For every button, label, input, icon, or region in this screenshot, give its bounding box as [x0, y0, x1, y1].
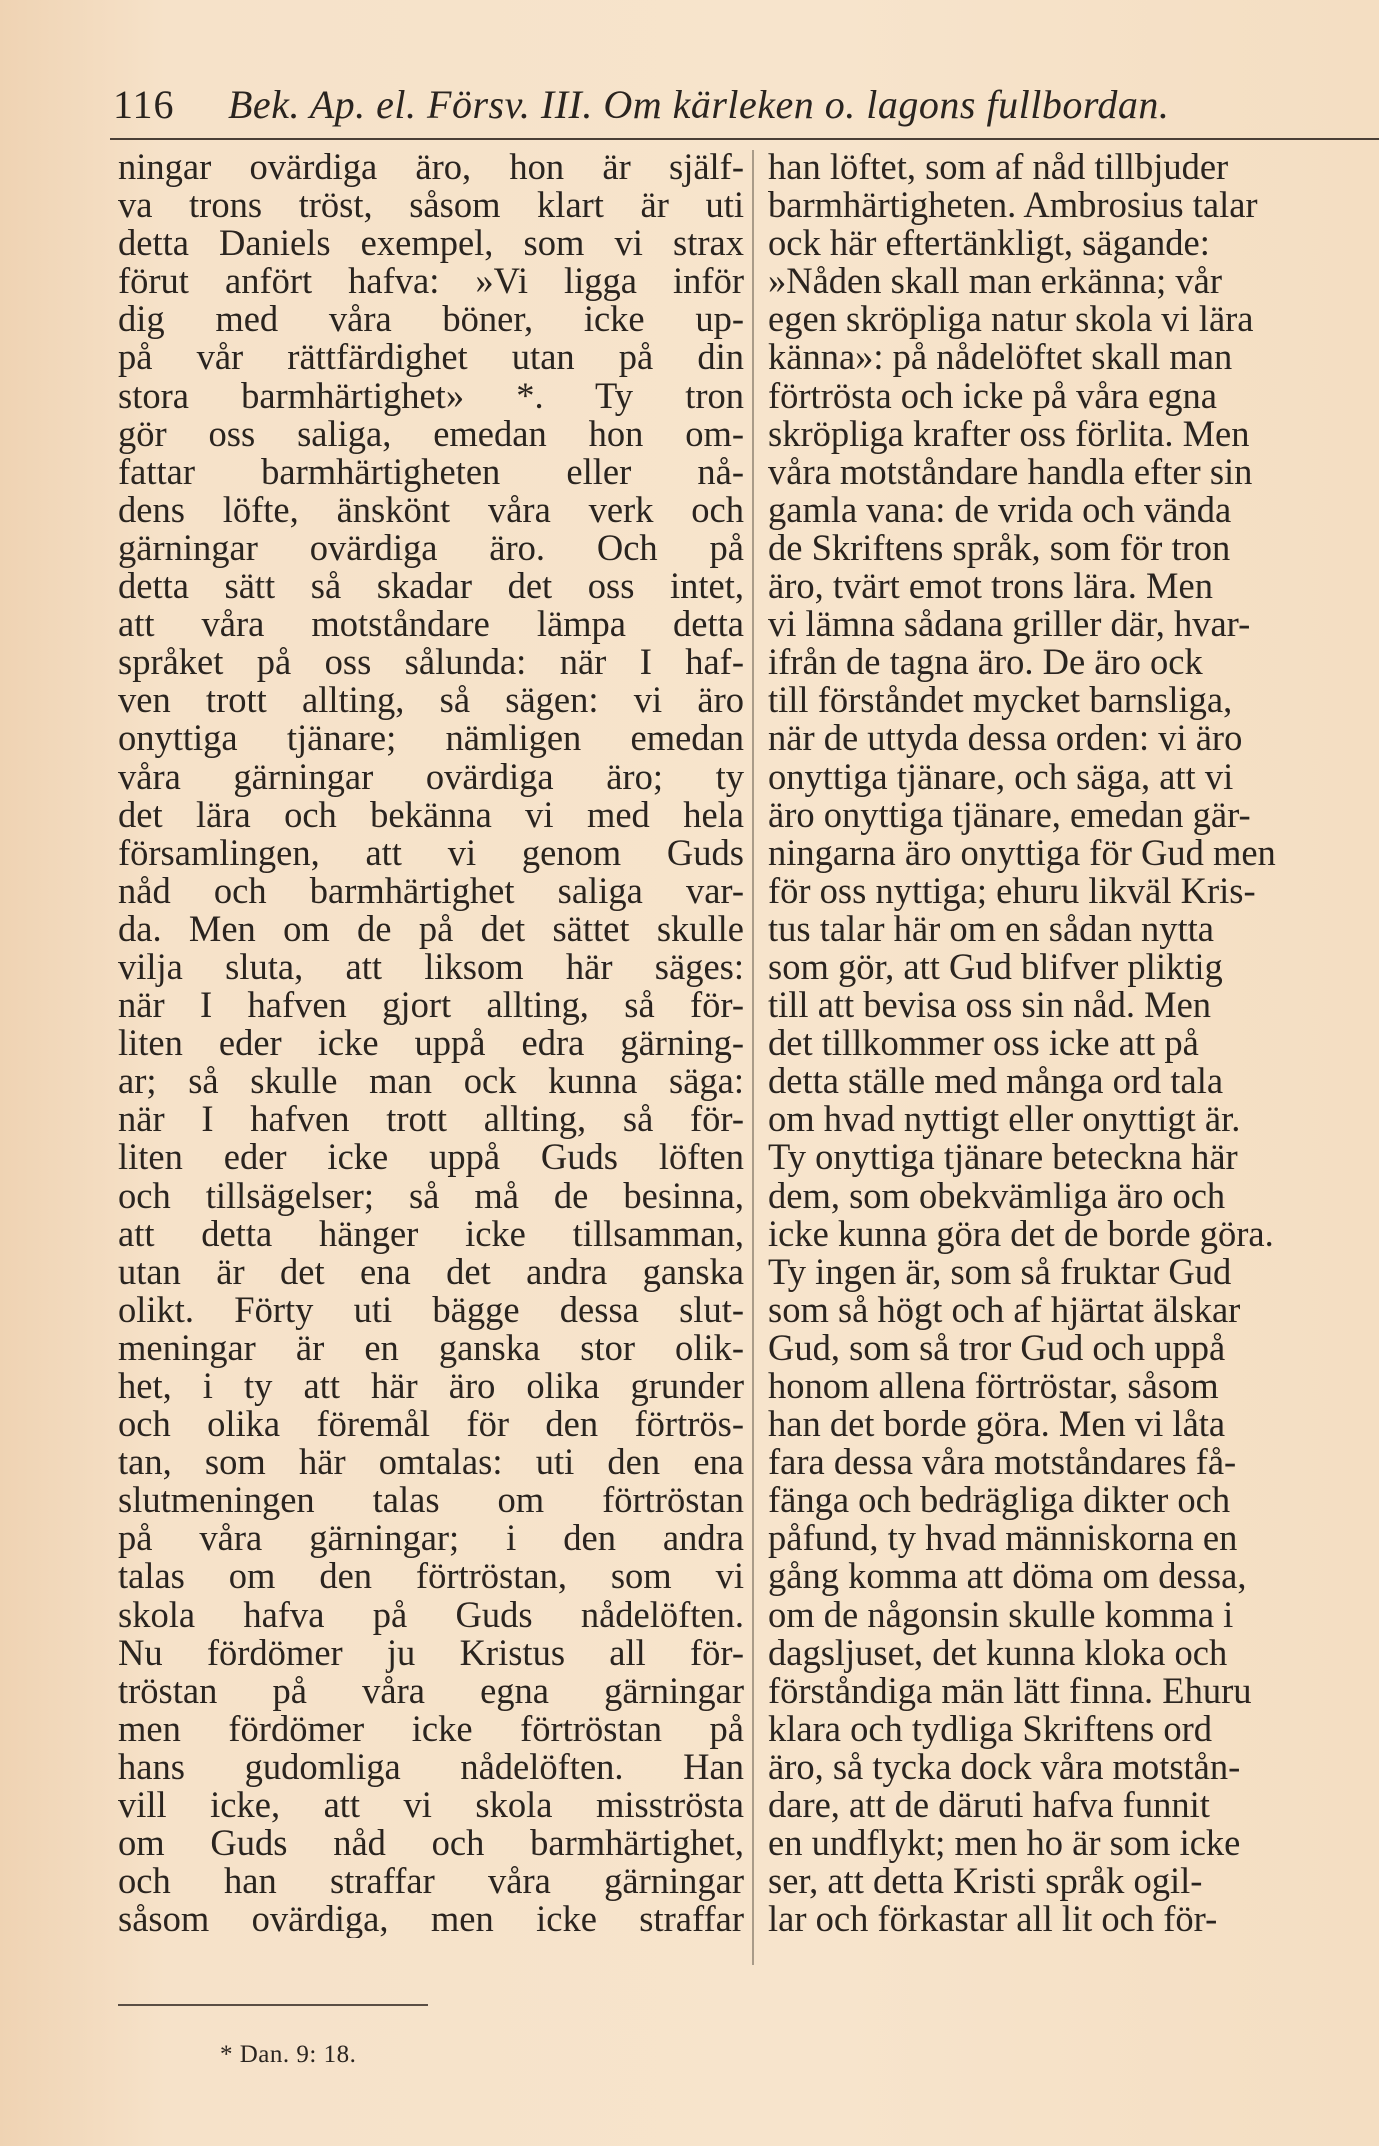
text-line: skröpliga krafter oss förlita. Men	[768, 412, 1250, 454]
text-line: äro, så tycka dock våra motstån-	[768, 1745, 1241, 1787]
text-line: liten eder icke uppå Guds löften	[118, 1136, 744, 1178]
text-line: detta Daniels exempel, som vi strax	[118, 222, 744, 264]
text-line: det lära och bekänna vi med hela	[118, 793, 744, 835]
text-line: och han straffar våra gärningar	[118, 1860, 744, 1902]
text-line: om Guds nåd och barmhärtighet,	[118, 1822, 744, 1864]
running-head: Bek. Ap. el. Försv. III. Om kärleken o. lagons fullbordan.	[228, 82, 1170, 127]
text-line: att detta hänger icke tillsamman,	[118, 1212, 744, 1254]
text-line: när I hafven trott allting, så för-	[118, 1098, 744, 1140]
text-line: tus talar här om en sådan nytta	[768, 907, 1214, 949]
text-line: icke kunna göra det de borde göra.	[768, 1212, 1274, 1254]
text-line: och tillsägelser; så må de besinna,	[118, 1174, 744, 1216]
text-line: dagsljuset, det kunna kloka och	[768, 1631, 1228, 1673]
text-line: dig med våra böner, icke up-	[118, 298, 744, 340]
text-line: utan är det ena det andra ganska	[118, 1250, 744, 1292]
text-line: att våra motståndare lämpa detta	[118, 603, 744, 645]
text-line: ar; så skulle man ock kunna säga:	[118, 1060, 744, 1102]
text-line: egen skröpliga natur skola vi lära	[768, 298, 1254, 340]
text-line: dare, att de däruti hafva funnit	[768, 1784, 1210, 1826]
text-line: onyttiga tjänare, och säga, att vi	[768, 755, 1234, 797]
text-line: skola hafva på Guds nådelöften.	[118, 1593, 744, 1635]
text-line: på vår rättfärdighet utan på din	[118, 336, 744, 378]
text-line: fara dessa våra motståndares få-	[768, 1441, 1237, 1483]
text-line: ningar ovärdiga äro, hon är själf-	[118, 148, 744, 187]
text-line: påfund, ty hvad människorna en	[768, 1517, 1238, 1559]
text-line: till att bevisa oss sin nåd. Men	[768, 984, 1212, 1026]
text-line: honom allena förtröstar, såsom	[768, 1365, 1219, 1406]
text-line: slutmeningen talas om förtröstan	[118, 1479, 744, 1521]
text-line: på våra gärningar; i den andra	[118, 1517, 744, 1559]
column-divider	[752, 150, 754, 1965]
text-line: våra motståndare handla efter sin	[768, 450, 1253, 492]
text-line: dem, som obekvämliga äro och	[768, 1174, 1226, 1216]
text-line: detta ställe med många ord tala	[768, 1060, 1224, 1102]
text-line: äro onyttiga tjänare, emedan gär-	[768, 793, 1251, 835]
text-line: när I hafven gjort allting, så för-	[118, 984, 744, 1026]
text-line: men fördömer icke förtröstan på	[118, 1707, 744, 1749]
right-text-column	[768, 148, 1379, 1938]
text-line: som gör, att Gud blifver pliktig	[768, 945, 1223, 987]
text-line: gärningar ovärdiga äro. Och på	[118, 526, 744, 568]
text-line: han löftet, som af nåd tillbjuder	[768, 148, 1229, 187]
text-line: om de någonsin skulle komma i	[768, 1593, 1234, 1635]
footnote-rule	[118, 2004, 428, 2006]
text-line: till förståndet mycket barnsliga,	[768, 679, 1233, 721]
text-line: som så högt och af hjärtat älskar	[768, 1288, 1241, 1330]
page-number: 116	[113, 82, 175, 127]
text-line: tan, som här omtalas: uti den ena	[118, 1441, 744, 1483]
text-line: och olika föremål för den förtrös-	[118, 1403, 744, 1445]
text-line: känna»: på nådelöftet skall man	[768, 336, 1233, 378]
text-line: stora barmhärtighet» *. Ty tron	[118, 374, 744, 416]
text-line: vi lämna sådana griller där, hvar-	[768, 603, 1251, 645]
text-line: Nu fördömer ju Kristus all för-	[118, 1631, 744, 1673]
text-line: ningarna äro onyttiga för Gud men	[768, 831, 1276, 873]
text-line: det tillkommer oss icke att på	[768, 1022, 1199, 1064]
text-line: en undflykt; men ho är som icke	[768, 1822, 1241, 1864]
footnote: * Dan. 9: 18.	[220, 2041, 357, 2068]
text-line: detta sätt så skadar det oss intet,	[118, 565, 744, 607]
left-text-column	[118, 148, 744, 1938]
text-line: äro, tvärt emot trons lära. Men	[768, 565, 1213, 607]
text-line: Gud, som så tror Gud och uppå	[768, 1326, 1226, 1368]
text-line: gång komma att döma om dessa,	[768, 1555, 1247, 1597]
text-line: de Skriftens språk, som för tron	[768, 526, 1231, 568]
text-line: han det borde göra. Men vi låta	[768, 1403, 1226, 1445]
text-line: om hvad nyttigt eller onyttigt är.	[768, 1098, 1241, 1140]
text-line: språket på oss sålunda: när I haf-	[118, 641, 744, 683]
text-line: för oss nyttiga; ehuru likväl Kris-	[768, 869, 1256, 911]
text-line: het, i ty att här äro olika grunder	[118, 1365, 744, 1406]
text-line: liten eder icke uppå edra gärning-	[118, 1022, 744, 1064]
text-line: fänga och bedrägliga dikter och	[768, 1479, 1231, 1521]
text-line: förståndiga män lätt finna. Ehuru	[768, 1669, 1252, 1711]
page-header	[113, 80, 1379, 130]
text-line: Ty ingen är, som så fruktar Gud	[768, 1250, 1232, 1292]
text-line: gamla vana: de vrida och vända	[768, 488, 1232, 530]
text-line: fattar barmhärtigheten eller nå-	[118, 450, 744, 492]
text-line: da. Men om de på det sättet skulle	[118, 907, 744, 949]
text-line: när de uttyda dessa orden: vi äro	[768, 717, 1243, 759]
text-line: olikt. Förty uti bägge dessa slut-	[118, 1288, 744, 1330]
text-line: dens löfte, änskönt våra verk och	[118, 488, 744, 530]
text-line: tröstan på våra egna gärningar	[118, 1669, 744, 1711]
text-line: vilja sluta, att liksom här säges:	[118, 945, 744, 987]
text-line: församlingen, att vi genom Guds	[118, 831, 744, 873]
text-line: såsom ovärdiga, men icke straffar	[118, 1898, 744, 1939]
text-line: vill icke, att vi skola misströsta	[118, 1784, 744, 1826]
text-line: ser, att detta Kristi språk ogil-	[768, 1860, 1203, 1902]
text-line: va trons tröst, såsom klart är uti	[118, 184, 744, 226]
text-line: våra gärningar ovärdiga äro; ty	[118, 755, 744, 797]
text-line: ifrån de tagna äro. De äro ock	[768, 641, 1203, 683]
text-line: talas om den förtröstan, som vi	[118, 1555, 744, 1597]
text-line: ock här eftertänkligt, sägande:	[768, 222, 1210, 264]
header-rule	[110, 138, 1379, 140]
text-line: förut anfört hafva: »Vi ligga inför	[118, 260, 744, 302]
text-line: ven trott allting, så sägen: vi äro	[118, 679, 744, 721]
text-line: klara och tydliga Skriftens ord	[768, 1707, 1212, 1749]
text-line: »Nåden skall man erkänna; vår	[768, 260, 1223, 302]
text-line: Ty onyttiga tjänare beteckna här	[768, 1136, 1238, 1178]
text-line: hans gudomliga nådelöften. Han	[118, 1745, 744, 1787]
text-line: gör oss saliga, emedan hon om-	[118, 412, 744, 454]
text-line: meningar är en ganska stor olik-	[118, 1326, 744, 1368]
text-line: barmhärtigheten. Ambrosius talar	[768, 184, 1258, 226]
text-line: onyttiga tjänare; nämligen emedan	[118, 717, 744, 759]
text-line: förtrösta och icke på våra egna	[768, 374, 1217, 416]
text-line: nåd och barmhärtighet saliga var-	[118, 869, 744, 911]
text-line: lar och förkastar all lit och för-	[768, 1898, 1218, 1939]
